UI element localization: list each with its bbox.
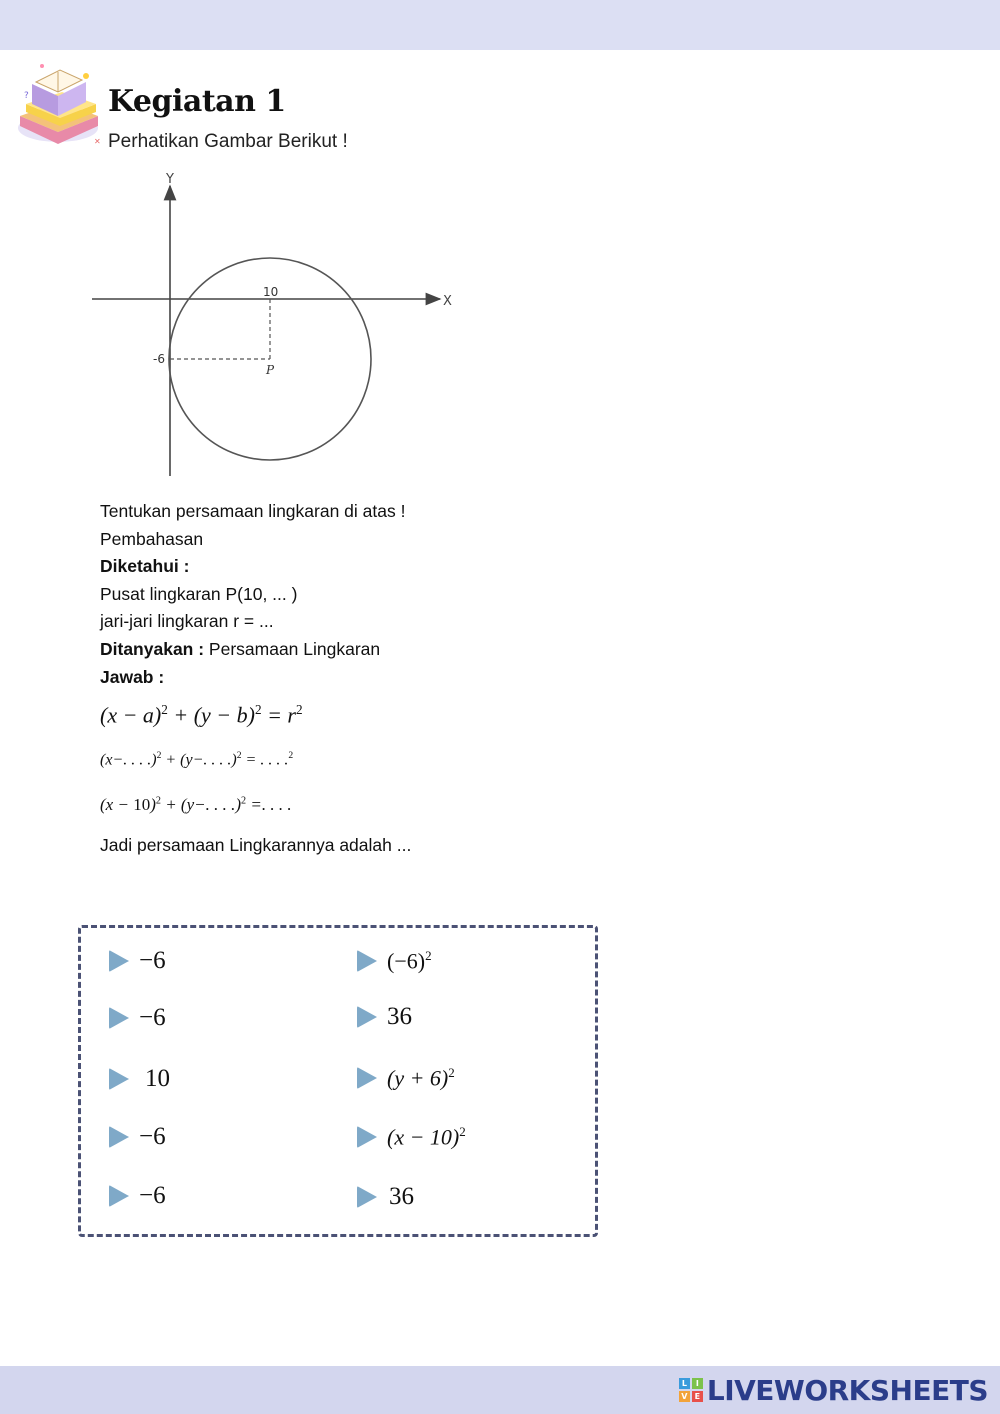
asked-line — [100, 636, 405, 664]
option-left-5[interactable]: −6 — [109, 1176, 166, 1216]
discussion-label: Pembahasan — [100, 528, 204, 549]
center-label: P — [266, 363, 275, 377]
x-axis-label: X — [443, 294, 452, 309]
question: Tentukan persamaan lingkaran di atas ! — [100, 501, 406, 521]
radius-line: jari-jari lingkaran r = ... — [100, 611, 274, 632]
circle-graph — [84, 166, 474, 484]
liveworksheets-logo[interactable] — [679, 1372, 988, 1408]
answer-label: Jawab : — [100, 666, 165, 687]
play-arrow-icon — [357, 1126, 377, 1148]
option-right-4[interactable]: $(x - 10)^2$ — [357, 1117, 466, 1157]
play-arrow-icon — [357, 1186, 377, 1208]
option-left-4[interactable]: −6 — [109, 1117, 166, 1157]
option-right-2[interactable]: 36 — [357, 997, 412, 1037]
discussion-text — [100, 498, 405, 691]
center-x-tick: 10 — [263, 285, 279, 299]
option-left-1[interactable]: −6 — [109, 941, 166, 981]
top-band — [0, 0, 1000, 50]
general-equation: $(x - a)^2 + (y - b)^2 = r^2$ — [100, 702, 303, 728]
equation-step-2: $(x - 10)^2 + (y-$. . . .)$^2$ =. . . . — [100, 795, 292, 814]
answer-options-box — [78, 925, 598, 1237]
play-arrow-icon — [357, 950, 377, 972]
conclusion: Jadi persamaan Lingkarannya adalah ... — [100, 835, 412, 855]
page-subtitle: Perhatikan Gambar Berikut ! — [108, 131, 348, 152]
center-y-tick: -6 — [153, 352, 165, 366]
books-stack-icon — [12, 58, 106, 154]
option-right-3[interactable]: $(y + 6)^2$ — [357, 1058, 455, 1098]
y-axis-label: Y — [166, 172, 174, 187]
svg-text:?: ? — [24, 91, 29, 101]
known-label: Diketahui : — [100, 556, 190, 577]
play-arrow-icon — [109, 1068, 129, 1090]
svg-text:✕: ✕ — [94, 137, 101, 146]
play-arrow-icon — [109, 1185, 129, 1207]
play-arrow-icon — [357, 1006, 377, 1028]
center-line: Pusat lingkaran P(10, ... ) — [100, 583, 298, 604]
brand-name: LIVEWORKSHEETS — [706, 1373, 988, 1407]
liveworksheets-logo-icon: L I V E — [679, 1378, 703, 1402]
page-title: Kegiatan 1 — [108, 84, 286, 119]
asked-value: Persamaan Lingkaran — [204, 638, 381, 659]
play-arrow-icon — [109, 1126, 129, 1148]
option-left-2[interactable]: −6 — [109, 998, 166, 1038]
option-right-5[interactable]: 36 — [357, 1177, 414, 1217]
play-arrow-icon — [357, 1067, 377, 1089]
asked-label: Ditanyakan : — [100, 638, 205, 659]
option-right-1[interactable]: $(-6)^2$ — [357, 941, 432, 981]
equation-step-1: (x−. . . .)$^2$ + (y−. . . .)$^2$ = . . . .$^2$ — [100, 750, 294, 769]
option-left-3[interactable]: 10 — [109, 1059, 170, 1099]
play-arrow-icon — [109, 950, 129, 972]
play-arrow-icon — [109, 1007, 129, 1029]
